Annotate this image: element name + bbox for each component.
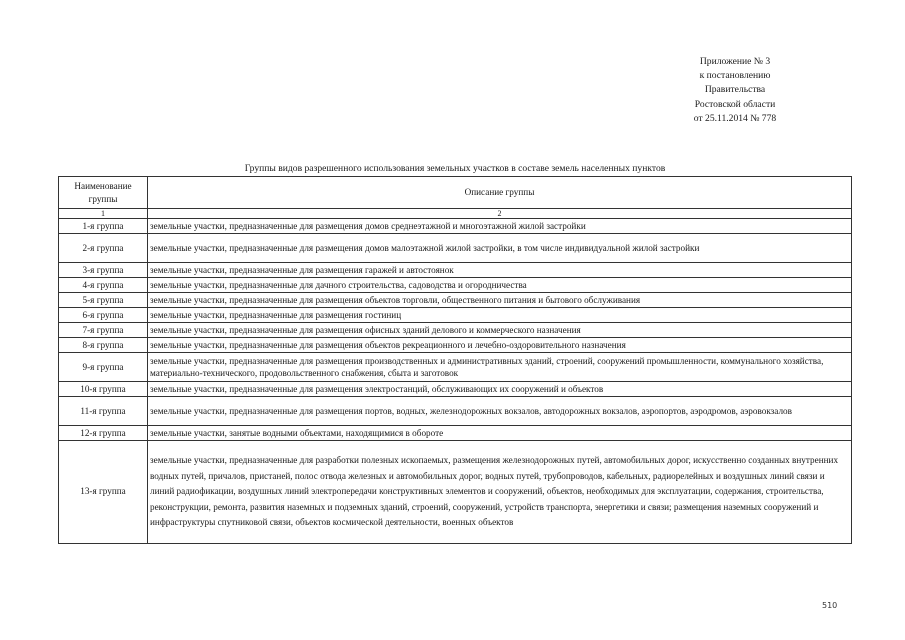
group-description-cell: земельные участки, предназначенные для размещения производственных и административных зданий, строений, сооружений промышленности, коммунального хозяйства, материально-технического, продовольственного снабжения, сбыта и заготовок: [148, 353, 852, 382]
group-name-cell: 2-я группа: [59, 234, 148, 263]
group-description-cell: земельные участки, предназначенные для разработки полезных ископаемых, размещения железнодорожных путей, автомобильных дорог, искусственно созданных внутренних водных путей, причалов, пристаней, полос отвода железных и автомобильных дорог, водных путей, трубопроводов, кабельных, радиорелейных и воздушных линий связи и линий радиофикации, воздушных линий электропередачи конструктивных элементов и сооружений, объектов, необходимых для эксплуатации, содержания, строительства, реконструкции, ремонта, развития наземных и подземных зданий, строений, сооружений, устройств транспорта, энергетики и связи; размещения наземных сооружений и инфраструктуры спутниковой связи, объектов космической деятельности, военных объектов: [148, 441, 852, 544]
group-name-cell: 12-я группа: [59, 426, 148, 441]
group-description-cell: земельные участки, предназначенные для размещения объектов торговли, общественного питания и бытового обслуживания: [148, 293, 852, 308]
group-description-cell: земельные участки, предназначенные для размещения домов среднеэтажной и многоэтажной жилой застройки: [148, 219, 852, 234]
group-description-cell: земельные участки, занятые водными объектами, находящимися в обороте: [148, 426, 852, 441]
appendix-line: от 25.11.2014 № 778: [693, 112, 777, 124]
appendix-line: к постановлению: [699, 70, 771, 82]
table-row: [59, 263, 852, 278]
group-name-cell: 8-я группа: [59, 338, 148, 353]
group-description-cell: земельные участки, предназначенные для размещения гостиниц: [148, 308, 852, 323]
table-row: [59, 382, 852, 397]
group-description-cell: земельные участки, предназначенные для размещения домов малоэтажной жилой застройки, в том числе индивидуальной жилой застройки: [148, 234, 852, 263]
table-header-row: [59, 177, 852, 209]
table-row: [59, 397, 852, 426]
table-row: [59, 293, 852, 308]
column-number: 1: [59, 209, 148, 219]
table-row: [59, 234, 852, 263]
column-number: 2: [148, 209, 852, 219]
table-row: [59, 426, 852, 441]
table-row: [59, 308, 852, 323]
groups-table: [58, 176, 852, 544]
group-name-cell: 9-я группа: [59, 353, 148, 382]
table-row: [59, 323, 852, 338]
appendix-line: Ростовской области: [694, 98, 776, 110]
group-name-cell: 3-я группа: [59, 263, 148, 278]
group-name-cell: 10-я группа: [59, 382, 148, 397]
table-row: [59, 338, 852, 353]
document-title: Группы видов разрешенного использования земельных участков в составе земель населенных пунктов: [244, 163, 666, 174]
column-numbering-row: [59, 209, 852, 219]
group-description-cell: земельные участки, предназначенные для размещения электростанций, обслуживающих их сооружений и объектов: [148, 382, 852, 397]
group-description-cell: земельные участки, предназначенные для дачного строительства, садоводства и огородничества: [148, 278, 852, 293]
group-description-cell: земельные участки, предназначенные для размещения портов, водных, железнодорожных вокзалов, автодорожных вокзалов, аэропортов, аэродромов, аэровокзалов: [148, 397, 852, 426]
appendix-block: [660, 55, 810, 126]
table-row: [59, 441, 852, 544]
appendix-line: Правительства: [704, 84, 766, 96]
header-group-description: Описание группы: [148, 177, 852, 209]
group-name-cell: 13-я группа: [59, 441, 148, 544]
group-name-cell: 6-я группа: [59, 308, 148, 323]
group-description-cell: земельные участки, предназначенные для размещения офисных зданий делового и коммерческого назначения: [148, 323, 852, 338]
group-description-cell: земельные участки, предназначенные для размещения гаражей и автостоянок: [148, 263, 852, 278]
table-row: [59, 278, 852, 293]
group-name-cell: 7-я группа: [59, 323, 148, 338]
group-description-cell: земельные участки, предназначенные для размещения объектов рекреационного и лечебно-оздоровительного назначения: [148, 338, 852, 353]
group-name-cell: 4-я группа: [59, 278, 148, 293]
group-name-cell: 11-я группа: [59, 397, 148, 426]
header-group-name: Наименование группы: [59, 177, 148, 209]
group-name-cell: 5-я группа: [59, 293, 148, 308]
page-number: 510: [822, 601, 838, 610]
table-row: [59, 353, 852, 382]
appendix-line: Приложение № 3: [699, 56, 771, 67]
table-row: [59, 219, 852, 234]
group-name-cell: 1-я группа: [59, 219, 148, 234]
